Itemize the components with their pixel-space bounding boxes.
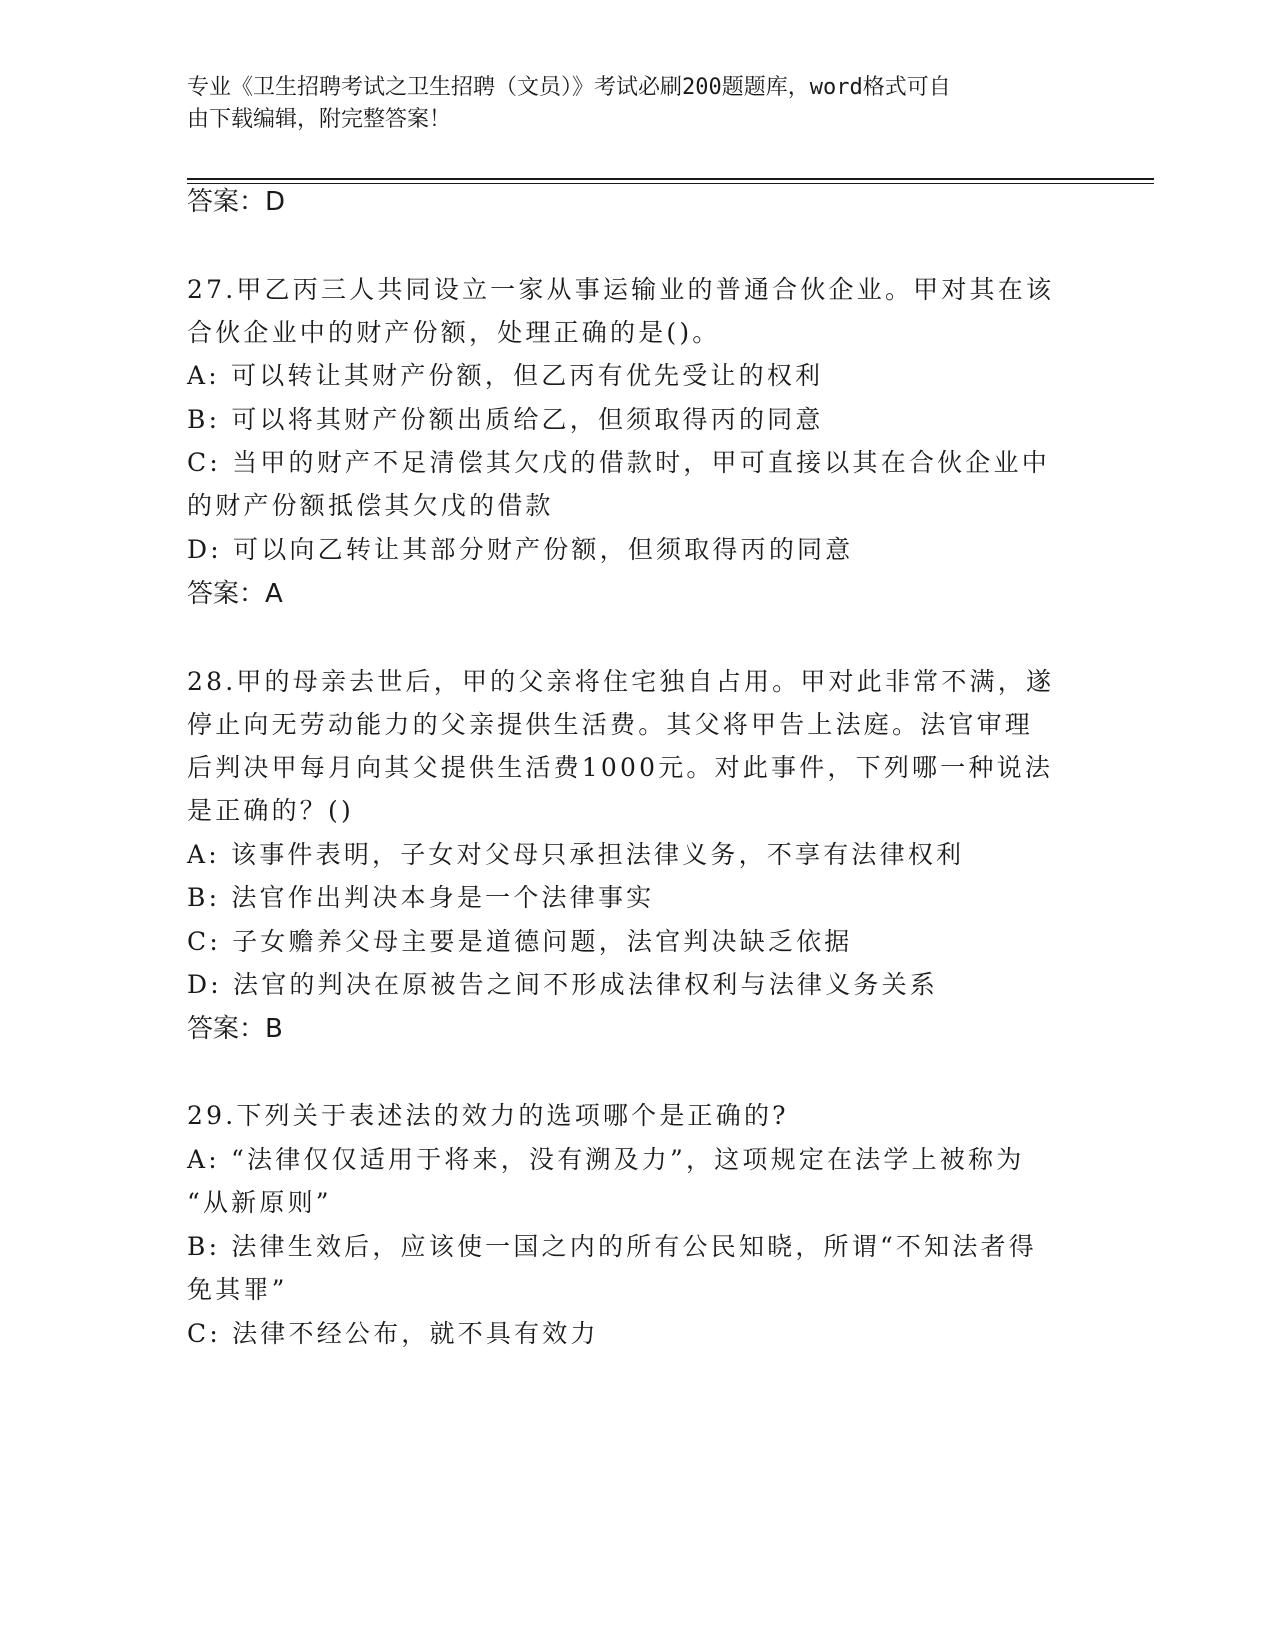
page-header xyxy=(187,72,1067,136)
answer-q26: 答案：D xyxy=(187,187,286,217)
q27-option-a: A: 可以转让其财产份额，但乙丙有优先受让的权利 xyxy=(187,361,824,390)
answer-q27: 答案：A xyxy=(187,579,283,609)
header-divider-thick xyxy=(187,178,1154,180)
q29-option-a-line-2: “从新原则” xyxy=(187,1188,332,1217)
q27-option-d: D: 可以向乙转让其部分财产份额，但须取得丙的同意 xyxy=(187,535,854,564)
q28-option-a: A: 该事件表明，子女对父母只承担法律义务，不享有法律权利 xyxy=(187,840,965,869)
header-divider-thin xyxy=(187,183,1154,184)
q28-stem-line-4: 是正确的？() xyxy=(187,796,354,825)
q28-stem-line-1: 28.甲的母亲去世后，甲的父亲将住宅独自占用。甲对此非常不满，遂 xyxy=(187,667,1055,696)
q27-option-c-line-2: 的财产份额抵偿其欠戊的借款 xyxy=(187,491,554,520)
header-line-2: 由下载编辑，附完整答案！ xyxy=(187,107,452,132)
q28-option-b: B: 法官作出判决本身是一个法律事实 xyxy=(187,883,655,912)
q29-stem-line-1: 29.下列关于表述法的效力的选项哪个是正确的? xyxy=(187,1101,789,1130)
q27-option-b: B: 可以将其财产份额出质给乙，但须取得丙的同意 xyxy=(187,405,824,434)
q27-option-c-line-1: C: 当甲的财产不足清偿其欠戊的借款时，甲可直接以其在合伙企业中 xyxy=(187,448,1050,477)
header-line-1: 专业《卫生招聘考试之卫生招聘（文员）》考试必刷200题题库，word格式可自 xyxy=(187,75,951,100)
q29-option-b-line-2: 免其罪” xyxy=(187,1275,288,1304)
q28-stem-line-3: 后判决甲每月向其父提供生活费1000元。对此事件，下列哪一种说法 xyxy=(187,753,1054,782)
q28-stem-line-2: 停止向无劳动能力的父亲提供生活费。其父将甲告上法庭。法官审理 xyxy=(187,710,1034,739)
q29-option-c: C: 法律不经公布，就不具有效力 xyxy=(187,1319,599,1348)
q27-stem-line-2: 合伙企业中的财产份额，处理正确的是()。 xyxy=(187,318,721,347)
q27-stem-line-1: 27.甲乙丙三人共同设立一家从事运输业的普通合伙企业。甲对其在该 xyxy=(187,275,1055,304)
q29-option-b-line-1: B: 法律生效后，应该使一国之内的所有公民知晓，所谓“不知法者得 xyxy=(187,1232,1037,1261)
q28-option-c: C: 子女赡养父母主要是道德问题，法官判决缺乏依据 xyxy=(187,927,853,956)
q28-option-d: D: 法官的判决在原被告之间不形成法律权利与法律义务关系 xyxy=(187,970,939,999)
answer-q28: 答案：B xyxy=(187,1014,283,1044)
q29-option-a-line-1: A: “法律仅仅适用于将来，没有溯及力”，这项规定在法学上被称为 xyxy=(187,1145,1025,1174)
